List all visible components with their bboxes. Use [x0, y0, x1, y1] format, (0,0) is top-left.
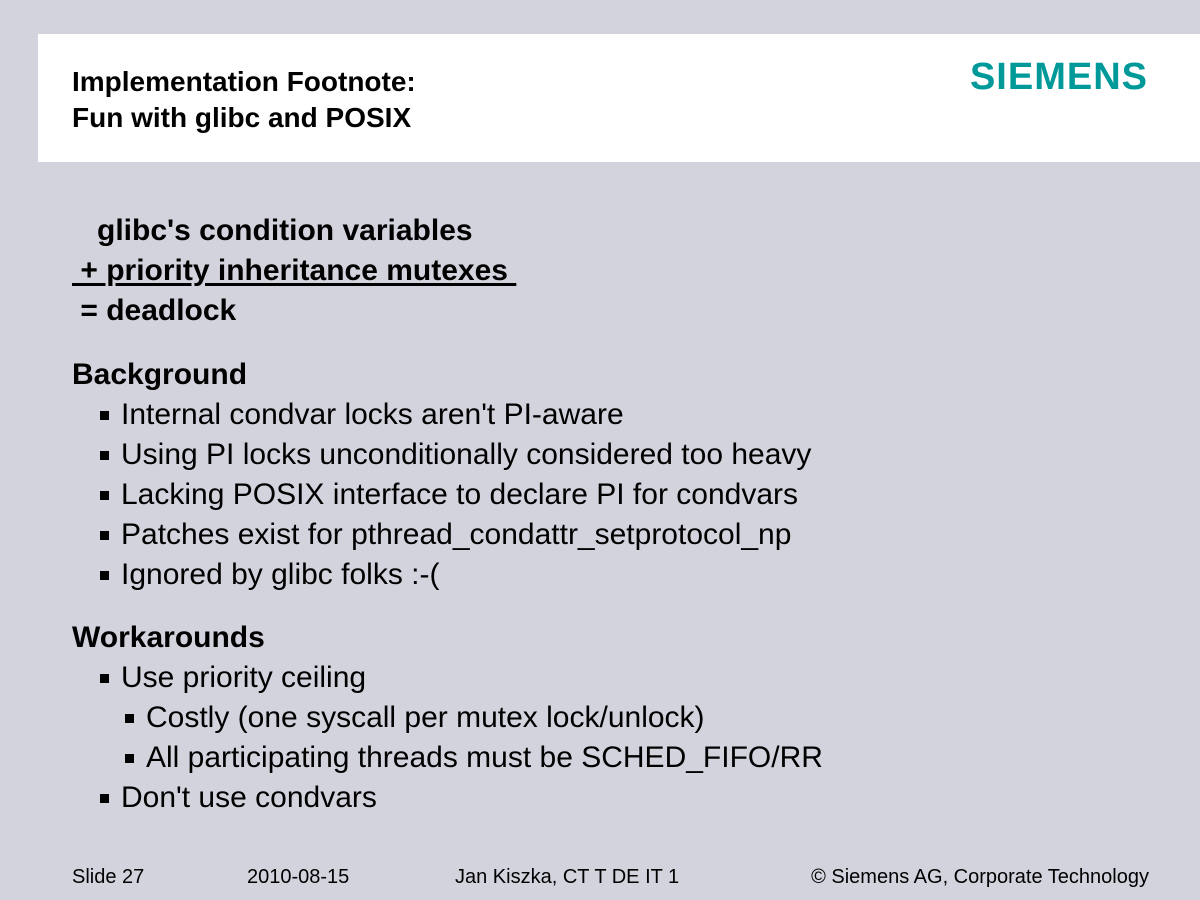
workaround-sub-bullet: Costly (one syscall per mutex lock/unlock)	[72, 698, 823, 738]
equation-line-3: = deadlock	[72, 294, 237, 327]
background-heading: Background	[72, 358, 248, 391]
slide-header	[38, 34, 1200, 162]
workaround-bullet: Don't use condvars	[72, 778, 823, 818]
workarounds-heading: Workarounds	[72, 621, 265, 654]
slide-title	[72, 64, 416, 136]
footer-author: Jan Kiszka, CT T DE IT 1	[455, 866, 680, 888]
footer-slide-number: Slide 27	[72, 866, 145, 888]
background-bullet: Using PI locks unconditionally considered too heavy	[72, 435, 811, 475]
slide-title-line-1: Implementation Footnote:	[72, 66, 416, 97]
siemens-logo: SIEMENS	[969, 56, 1148, 98]
workaround-sub-bullet: All participating threads must be SCHED_FIFO/RR	[72, 738, 823, 778]
footer-date: 2010-08-15	[247, 866, 350, 888]
background-bullet: Patches exist for pthread_condattr_setprotocol_np	[72, 515, 811, 555]
equation-line-2: + priority inheritance mutexes	[72, 254, 517, 287]
workarounds-section	[72, 618, 823, 818]
equation-line-1: glibc's condition variables	[72, 214, 473, 247]
workaround-bullet: Use priority ceiling	[72, 658, 823, 698]
background-bullet: Internal condvar locks aren't PI-aware	[72, 395, 811, 435]
workarounds-bullet-list	[72, 658, 823, 818]
slide-title-line-2: Fun with glibc and POSIX	[72, 102, 412, 133]
background-bullet-list	[72, 395, 811, 595]
background-bullet: Lacking POSIX interface to declare PI for condvars	[72, 475, 811, 515]
background-bullet: Ignored by glibc folks :-(	[72, 555, 811, 595]
footer-copyright: © Siemens AG, Corporate Technology	[811, 866, 1149, 888]
background-section	[72, 355, 811, 595]
deadlock-equation	[72, 211, 516, 331]
